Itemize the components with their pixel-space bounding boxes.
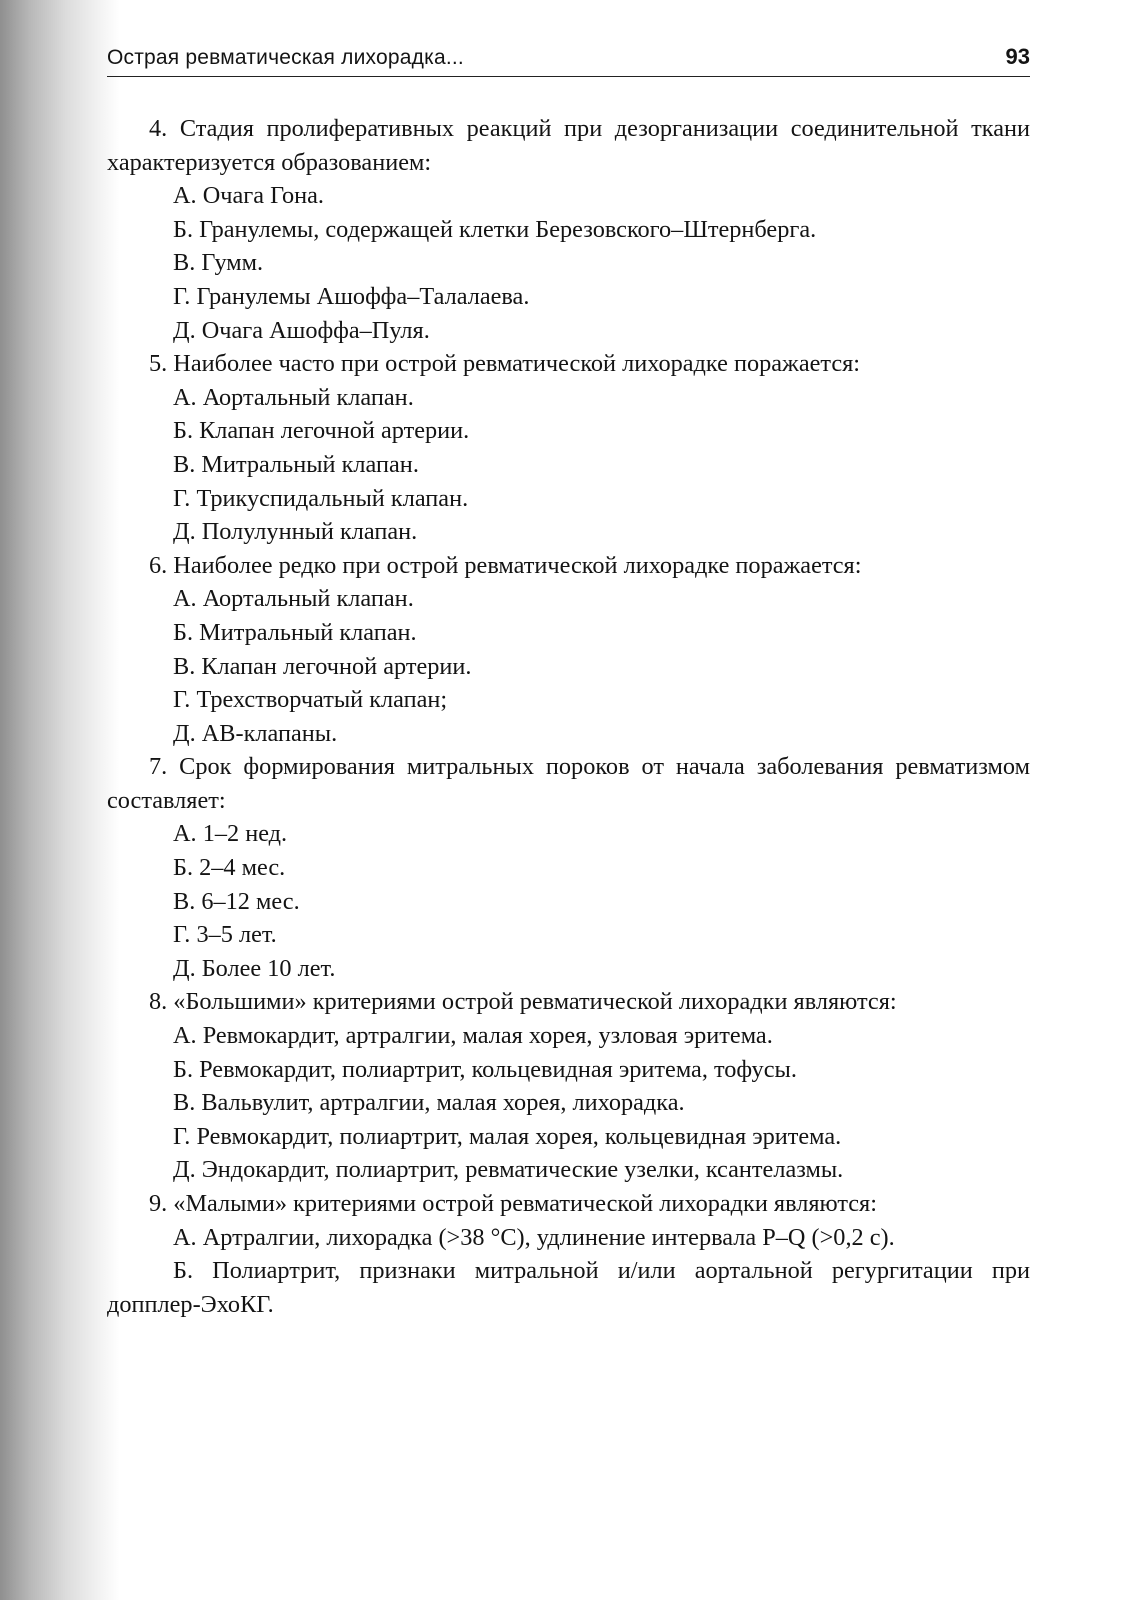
question-9: 9. «Малыми» критериями острой ревматической лихорадки являются: [149, 1190, 877, 1217]
page-number: 93 [1005, 44, 1030, 69]
option-5d: Г. Трикуспидальный клапан. [173, 484, 469, 512]
option-6e: Д. АВ-клапаны. [173, 719, 338, 747]
question-4: 4. Стадия пролиферативных реакций при дезорганизации соединительной ткани характеризуется образованием: [107, 115, 1030, 176]
running-head [107, 42, 1030, 77]
option-6b: Б. Митральный клапан. [173, 618, 417, 646]
option-8d: Г. Ревмокардит, полиартрит, малая хорея, кольцевидная эритема. [173, 1122, 842, 1150]
option-8b: Б. Ревмокардит, полиартрит, кольцевидная эритема, тофусы. [173, 1055, 797, 1083]
option-4a: А. Очага Гона. [173, 182, 324, 210]
running-title: Острая ревматическая лихорадка... [107, 46, 464, 69]
option-5e: Д. Полулунный клапан. [173, 518, 418, 546]
option-8e: Д. Эндокардит, полиартрит, ревматические узелки, ксантелазмы. [173, 1156, 844, 1184]
option-7e: Д. Более 10 лет. [173, 954, 336, 982]
question-5: 5. Наиболее часто при острой ревматической лихорадке поражается: [149, 350, 861, 378]
question-8: 8. «Большими» критериями острой ревматической лихорадки являются: [149, 988, 897, 1016]
option-9a: А. Артралгии, лихорадка (>38 °С), удлинение интервала P–Q (>0,2 с). [173, 1223, 895, 1251]
option-4d: Г. Гранулемы Ашоффа–Талалаева. [173, 282, 530, 310]
option-4b: Б. Гранулемы, содержащей клетки Березовского–Штернберга. [173, 215, 817, 243]
option-6a: А. Аортальный клапан. [173, 585, 414, 613]
option-8a: А. Ревмокардит, артралгии, малая хорея, узловая эритема. [173, 1022, 773, 1050]
option-7c: В. 6–12 мес. [173, 887, 300, 915]
question-7: 7. Срок формирования митральных пороков от начала заболевания ревматизмом составляет: [107, 753, 1030, 814]
option-7d: Г. 3–5 лет. [173, 921, 277, 949]
question-6: 6. Наиболее редко при острой ревматической лихорадке поражается: [149, 551, 862, 579]
option-4c: В. Гумм. [173, 249, 264, 277]
option-8c: В. Вальвулит, артралгии, малая хорея, лихорадка. [173, 1089, 685, 1117]
option-7b: Б. 2–4 мес. [173, 854, 286, 882]
option-5b: Б. Клапан легочной артерии. [173, 417, 470, 445]
option-9b: Б. Полиартрит, признаки митральной и/или аортальной регургитации при допплер-ЭхоКГ. [107, 1257, 1030, 1318]
option-7a: А. 1–2 нед. [173, 820, 288, 848]
option-5a: А. Аортальный клапан. [173, 383, 414, 411]
option-5c: В. Митральный клапан. [173, 450, 419, 478]
option-6d: Г. Трехстворчатый клапан; [173, 686, 448, 714]
option-6c: В. Клапан легочной артерии. [173, 652, 472, 680]
option-4e: Д. Очага Ашоффа–Пуля. [173, 316, 430, 344]
page-content [107, 112, 1030, 1321]
spine-shadow [0, 0, 120, 1600]
